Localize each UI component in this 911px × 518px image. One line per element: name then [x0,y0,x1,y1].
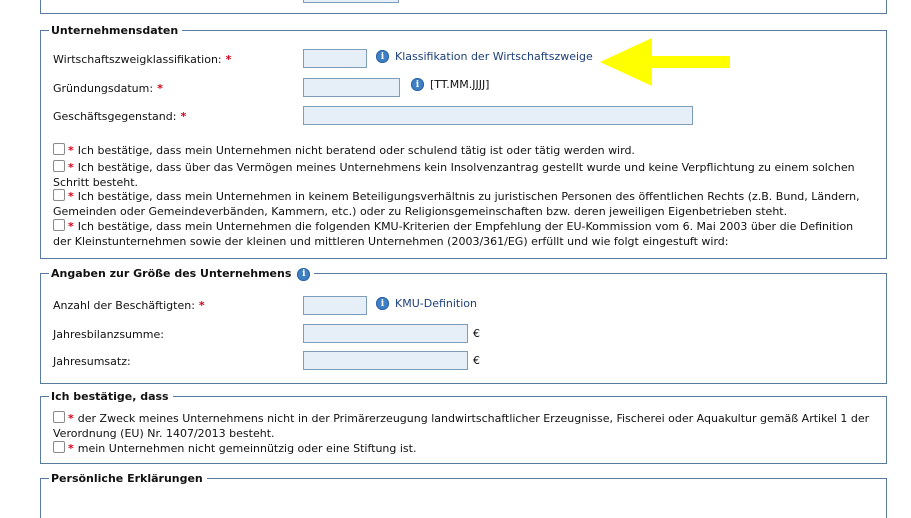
classification-label-row [53,49,231,69]
confirmation-text: Ich bestätige, dass mein Unternehmen die folgenden KMU-Kriterien der Empfehlung der EU-Kommission vom 6. Mai 2003 über die Definition der Kleinstunternehmen sowie der kleinen und mittleren Unternehmen (2003/361/EG) erfüllt und wie folgt eingestuft wird: [53,220,854,248]
founding-date-label: Gründungsdatum: [53,81,154,95]
classification-input[interactable] [303,49,367,68]
founding-date-label-row [53,78,163,98]
required-marker: * [225,52,232,66]
confirmation-item [53,411,872,441]
confirm-legend: Ich bestätige, dass [49,390,173,404]
employees-label-row [53,295,205,315]
confirmation-text: Ich bestätige, dass mein Unternehmen nicht beratend oder schulend tätig ist oder tätig werden wird. [77,144,635,157]
company-data-legend: Unternehmensdaten [49,24,182,38]
required-marker: * [68,144,74,157]
confirmation-item [53,441,872,457]
balance-sum-input[interactable] [303,324,468,343]
personal-declarations-legend: Persönliche Erklärungen [49,472,207,486]
turnover-label: Jahresumsatz: [53,354,131,368]
classification-label: Wirtschaftszweigklassifikation: [53,52,222,66]
confirmation-item [53,160,872,190]
confirmation-checkbox[interactable] [53,143,65,155]
date-format-hint: [TT.MM.JJJJ] [430,78,490,91]
required-marker: * [198,298,205,312]
confirmation-item [53,219,872,249]
confirm-section [40,390,887,464]
euro-unit: € [473,327,480,340]
confirmation-item [53,143,872,159]
founding-date-input[interactable] [303,78,400,97]
required-marker: * [68,412,74,425]
classification-link[interactable]: Klassifikation der Wirtschaftszweige [395,50,593,63]
info-icon[interactable]: i [376,50,389,63]
yellow-arrow [600,38,732,86]
info-icon[interactable]: i [376,297,389,310]
confirmation-checkbox[interactable] [53,160,65,172]
confirmation-text: Ich bestätige, dass mein Unternehmen in keinem Beteiligungsverhältnis zu juristischen Personen des öffentlichen Rechts (z.B. Bund, Ländern, Gemeinden oder Gemeindeverbänden, Kammern, etc.) oder zu Religionsgemeinschaften bzw. deren jeweiligen Eigenbetrieben steht. [53,190,860,218]
required-marker: * [68,161,74,174]
founding-date-hint [411,78,489,91]
purpose-input[interactable] [303,106,693,125]
confirmation-text: der Zweck meines Unternehmens nicht in der Primärerzeugung landwirtschaftlicher Erzeugnisse, Fischerei oder Aquakultur gemäß Artikel 1 der Verordnung (EU) Nr. 1407/2013 besteht. [53,412,870,440]
employees-input[interactable] [303,296,367,315]
turnover-label-row [53,351,131,371]
employees-label: Anzahl der Beschäftigten: [53,298,195,312]
company-size-section [40,267,887,384]
required-marker: * [68,442,74,455]
confirmation-checkbox[interactable] [53,189,65,201]
balance-sum-label-row [53,324,164,344]
purpose-label: Geschäftsgegenstand: [53,109,177,123]
classification-hint[interactable] [376,50,593,63]
kmu-definition-link[interactable]: KMU-Definition [395,297,477,310]
confirmation-checkbox[interactable] [53,441,65,453]
confirmation-text: mein Unternehmen nicht gemeinnützig oder eine Stiftung ist. [77,442,417,455]
required-marker: * [68,190,74,203]
previous-section-panel [40,0,887,14]
info-icon[interactable]: i [297,268,310,281]
employees-hint[interactable] [376,297,477,310]
company-size-legend: Angaben zur Größe des Unternehmens i [49,267,314,281]
confirmation-checkbox[interactable] [53,219,65,231]
personal-declarations-section [40,472,887,518]
purpose-label-row [53,106,186,126]
required-marker: * [68,220,74,233]
confirmation-item [53,189,872,219]
confirmation-text: Ich bestätige, dass über das Vermögen meines Unternehmens kein Insolvenzantrag gestellt wurde und keine Verpflichtung zu einem solchen Schritt besteht. [53,161,855,189]
confirmation-checkbox[interactable] [53,411,65,423]
euro-unit: € [473,354,480,367]
turnover-input[interactable] [303,351,468,370]
info-icon[interactable]: i [411,78,424,91]
balance-sum-label: Jahresbilanzsumme: [53,327,164,341]
previous-section-input[interactable] [303,0,399,3]
company-data-section [40,24,887,259]
required-marker: * [157,81,163,95]
required-marker: * [180,109,187,123]
